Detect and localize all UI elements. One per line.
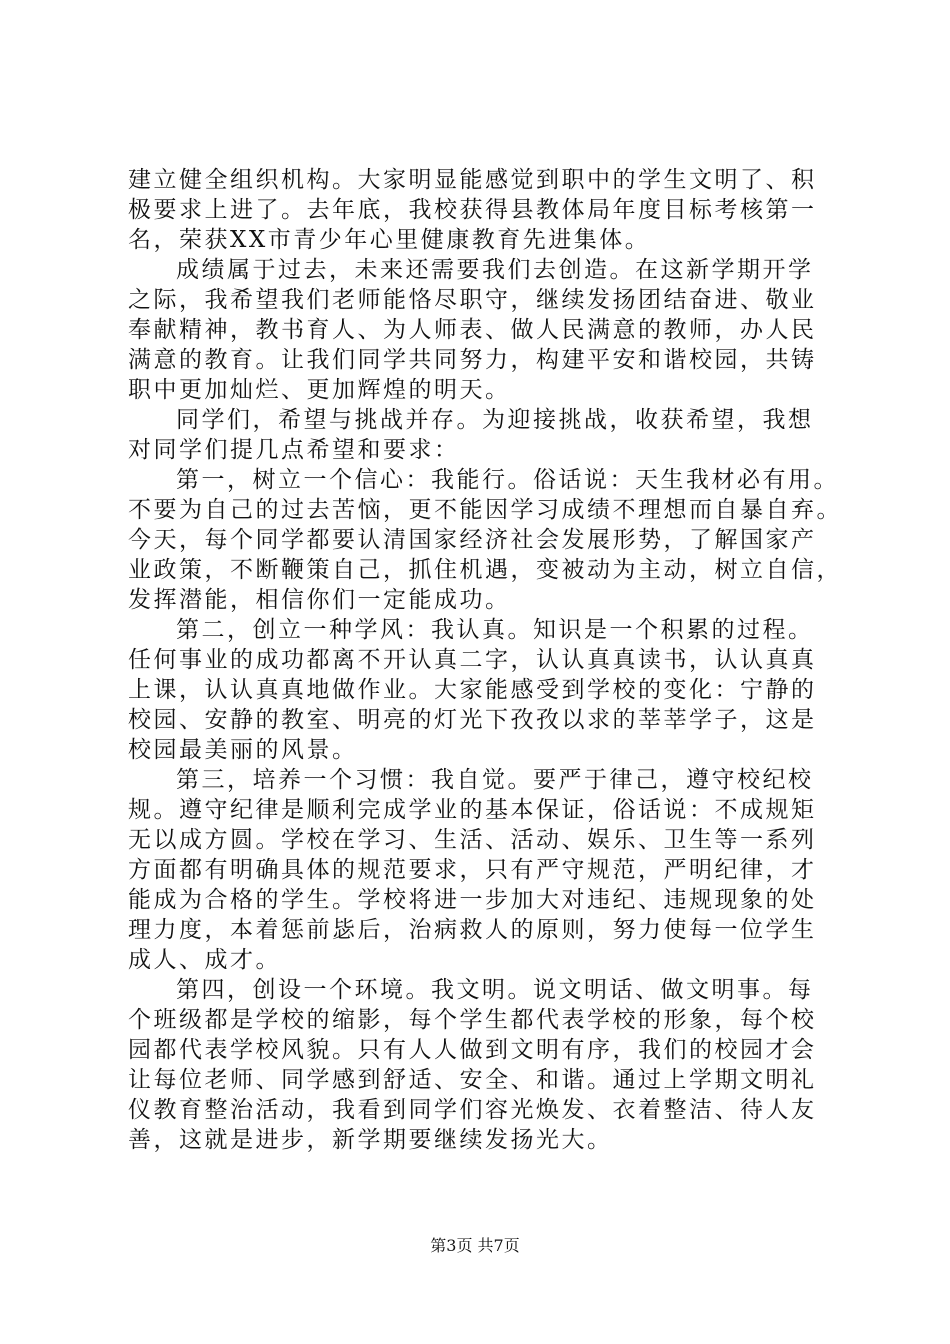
- text-line: 第三，培养一个习惯：我自觉。要严于律己，遵守校纪校: [176, 767, 814, 793]
- text-line: 名，荣获XX市青少年心里健康教育先进集体。: [128, 227, 651, 253]
- text-line: 成绩属于过去，未来还需要我们去创造。在这新学期开学: [176, 257, 814, 283]
- text-line: 对同学们提几点希望和要求：: [128, 437, 460, 463]
- text-line: 成人、成才。: [128, 947, 281, 973]
- text-line: 让每位老师、同学感到舒适、安全、和谐。通过上学期文明礼: [128, 1067, 817, 1093]
- text-line: 园都代表学校风貌。只有人人做到文明有序，我们的校园才会: [128, 1037, 817, 1063]
- text-line: 满意的教育。让我们同学共同努力，构建平安和谐校园，共铸: [128, 347, 817, 373]
- text-line: 能成为合格的学生。学校将进一步加大对违纪、违规现象的处: [128, 887, 817, 913]
- text-line: 任何事业的成功都离不开认真二字，认认真真读书，认认真真: [128, 647, 817, 673]
- text-line: 极要求上进了。去年底，我校获得县教体局年度目标考核第一: [128, 197, 817, 223]
- text-line: 建立健全组织机构。大家明显能感觉到职中的学生文明了、积: [128, 167, 817, 193]
- text-line: 业政策，不断鞭策自己，抓住机遇，变被动为主动，树立自信，: [128, 557, 842, 583]
- text-line: 职中更加灿烂、更加辉煌的明天。: [128, 377, 511, 403]
- text-line: 不要为自己的过去苦恼，更不能因学习成绩不理想而自暴自弃。: [128, 497, 842, 523]
- page-footer: 第3页 共7页: [430, 1236, 520, 1255]
- text-line: 校园最美丽的风景。: [128, 737, 358, 763]
- text-line: 今天，每个同学都要认清国家经济社会发展形势，了解国家产: [128, 527, 817, 553]
- text-line: 无以成方圆。学校在学习、生活、活动、娱乐、卫生等一系列: [128, 827, 817, 853]
- text-line: 善，这就是进步，新学期要继续发扬光大。: [128, 1127, 613, 1153]
- text-line: 理力度，本着惩前毖后，治病救人的原则，努力使每一位学生: [128, 917, 817, 943]
- text-line: 之际，我希望我们老师能恪尽职守，继续发扬团结奋进、敬业: [128, 287, 817, 313]
- text-line: 第四，创设一个环境。我文明。说文明话、做文明事。每: [176, 977, 814, 1003]
- text-line: 上课，认认真真地做作业。大家能感受到学校的变化：宁静的: [128, 677, 817, 703]
- text-line: 个班级都是学校的缩影，每个学生都代表学校的形象，每个校: [128, 1007, 817, 1033]
- text-line: 仪教育整治活动，我看到同学们容光焕发、衣着整洁、待人友: [128, 1097, 817, 1123]
- text-line: 奉献精神，教书育人、为人师表、做人民满意的教师，办人民: [128, 317, 817, 343]
- text-line: 方面都有明确具体的规范要求，只有严守规范，严明纪律，才: [128, 857, 817, 883]
- text-line: 校园、安静的教室、明亮的灯光下孜孜以求的莘莘学子，这是: [128, 707, 817, 733]
- document-body: [128, 165, 848, 1155]
- text-line: 发挥潜能，相信你们一定能成功。: [128, 587, 511, 613]
- text-line: 同学们，希望与挑战并存。为迎接挑战，收获希望，我想: [176, 407, 814, 433]
- text-line: 第二，创立一种学风：我认真。知识是一个积累的过程。: [176, 617, 814, 643]
- text-line: 规。遵守纪律是顺利完成学业的基本保证，俗话说：不成规矩: [128, 797, 817, 823]
- text-line: 第一，树立一个信心：我能行。俗话说：天生我材必有用。: [176, 467, 839, 493]
